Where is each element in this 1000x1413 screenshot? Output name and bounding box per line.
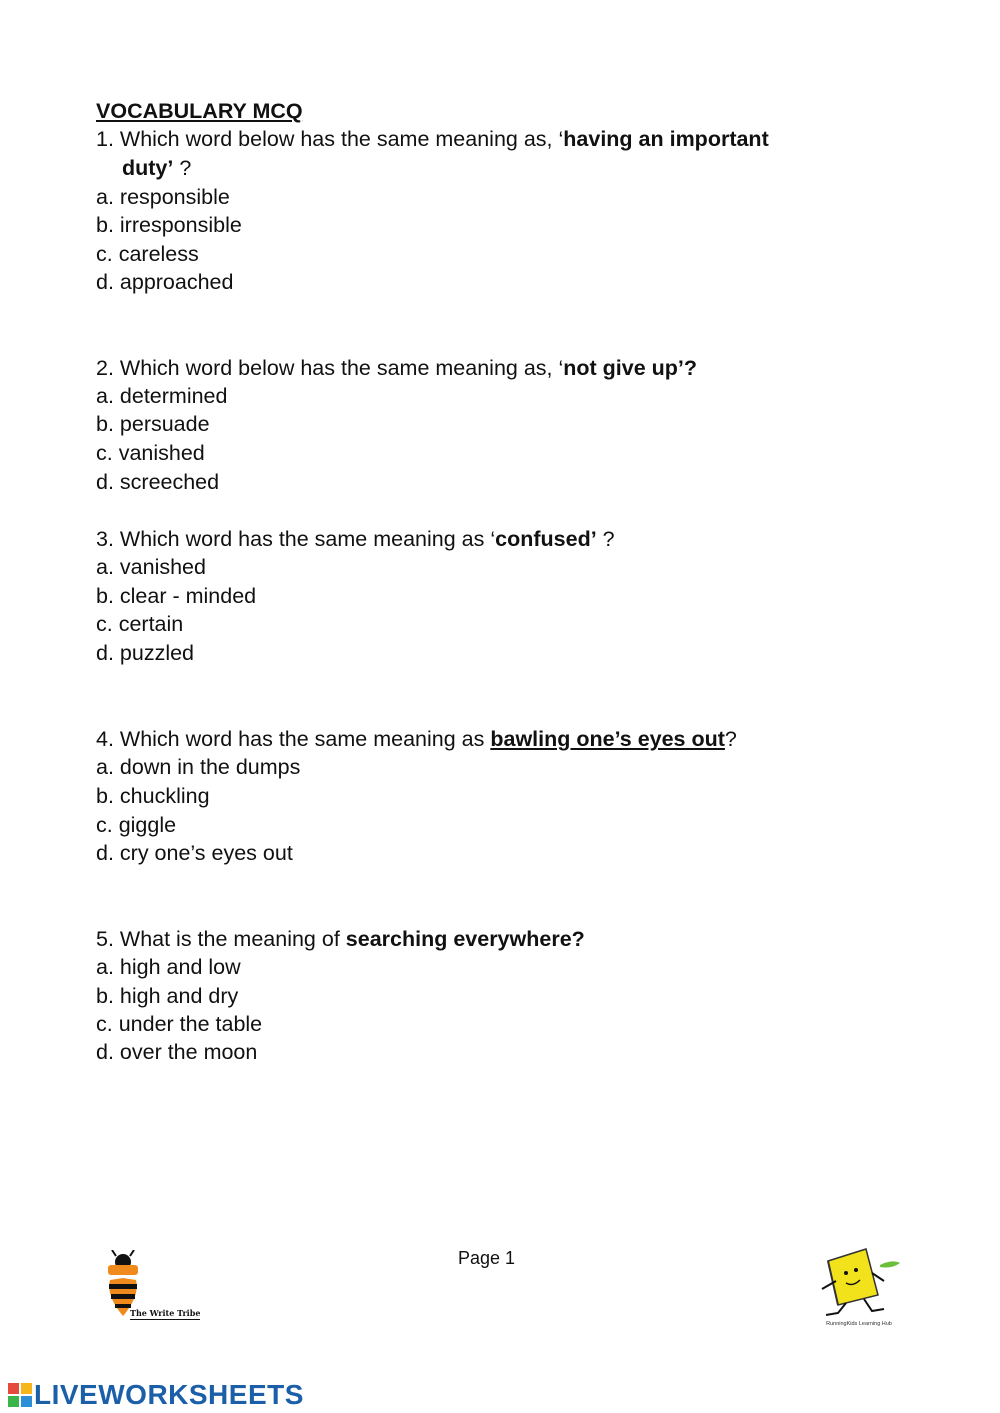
question-3-option-b[interactable]: b. clear - minded xyxy=(96,584,257,608)
question-4-option-d[interactable]: d. cry one’s eyes out xyxy=(96,841,293,865)
question-3-prefix: 3. Which word has the same meaning as ‘ xyxy=(96,527,496,551)
question-3-option-c[interactable]: c. certain xyxy=(96,612,184,636)
liveworksheets-logo-icon xyxy=(8,1383,32,1407)
question-5-option-b[interactable]: b. high and dry xyxy=(96,984,239,1008)
question-2-option-b[interactable]: b. persuade xyxy=(96,412,210,436)
question-3-keyword: confused’ xyxy=(495,527,597,551)
question-1-keyword: having an important xyxy=(563,127,769,151)
question-2-option-c[interactable]: c. vanished xyxy=(96,441,205,465)
running-book-icon xyxy=(808,1243,908,1323)
question-1-option-b[interactable]: b. irresponsible xyxy=(96,213,242,237)
question-5-option-a[interactable]: a. high and low xyxy=(96,955,241,979)
page-number: Page 1 xyxy=(458,1248,516,1268)
question-4-prefix: 4. Which word has the same meaning as xyxy=(96,727,491,751)
runningkids-logo-text: RunningKids Learning Hub xyxy=(826,1321,892,1327)
question-1 xyxy=(96,125,769,153)
question-2-keyword: not give up’? xyxy=(563,356,698,380)
question-1-continued xyxy=(122,154,191,182)
liveworksheets-wordmark: LIVEWORKSHEETS xyxy=(34,1379,304,1410)
question-3-option-a[interactable]: a. vanished xyxy=(96,555,206,579)
question-4-keyword: bawling one’s eyes out xyxy=(490,727,725,751)
question-1-prefix: 1. Which word below has the same meaning as, ‘ xyxy=(96,127,564,151)
question-2-prefix: 2. Which word below has the same meaning as, ‘ xyxy=(96,356,564,380)
question-4-option-b[interactable]: b. chuckling xyxy=(96,784,210,808)
write-tribe-logo-text: The Write Tribe xyxy=(130,1308,201,1318)
question-5-prefix: 5. What is the meaning of xyxy=(96,927,346,951)
question-5-option-c[interactable]: c. under the table xyxy=(96,1012,263,1036)
question-5 xyxy=(96,925,585,953)
question-1-keyword-end: duty’ xyxy=(122,156,174,180)
question-4-suffix: ? xyxy=(724,727,737,751)
question-2-option-a[interactable]: a. determined xyxy=(96,384,228,408)
question-3-option-d[interactable]: d. puzzled xyxy=(96,641,195,665)
liveworksheets-brand[interactable] xyxy=(8,1380,304,1410)
question-1-suffix: ? xyxy=(173,156,192,180)
write-tribe-logo xyxy=(100,1250,210,1330)
question-2-option-d[interactable]: d. screeched xyxy=(96,470,220,494)
question-1-option-a[interactable]: a. responsible xyxy=(96,185,230,209)
runningkids-logo xyxy=(808,1243,908,1343)
question-3 xyxy=(96,525,615,553)
question-1-option-d[interactable]: d. approached xyxy=(96,270,234,294)
question-2 xyxy=(96,354,697,382)
question-5-keyword: searching everywhere? xyxy=(345,927,585,951)
question-4-option-a[interactable]: a. down in the dumps xyxy=(96,755,301,779)
question-4-option-c[interactable]: c. giggle xyxy=(96,813,177,837)
question-4 xyxy=(96,725,737,753)
question-5-option-d[interactable]: d. over the moon xyxy=(96,1040,258,1064)
question-1-option-c[interactable]: c. careless xyxy=(96,242,199,266)
question-3-suffix: ? xyxy=(596,527,615,551)
worksheet-title: VOCABULARY MCQ xyxy=(96,99,303,123)
